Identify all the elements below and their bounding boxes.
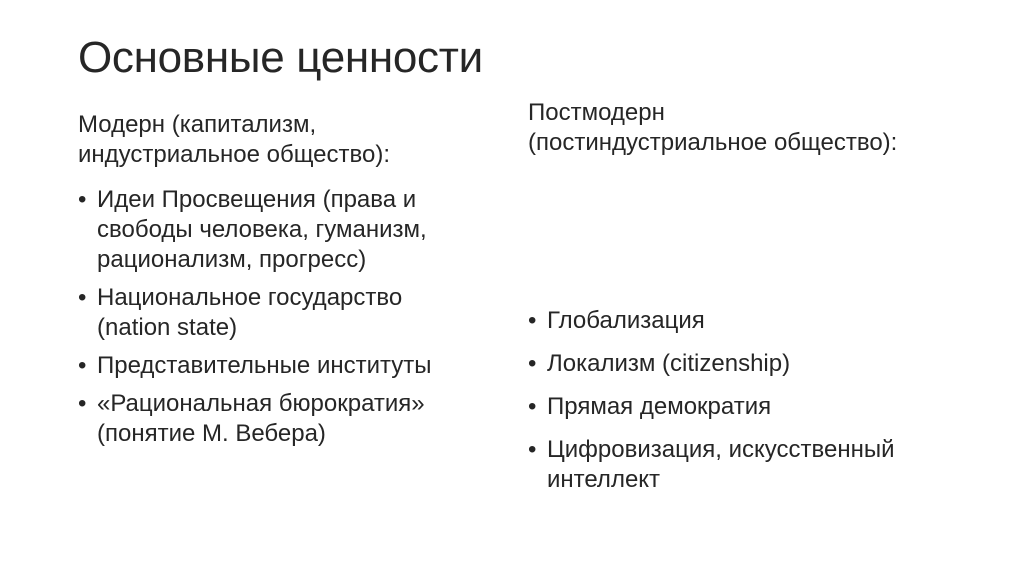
bullet-icon: • xyxy=(78,390,87,417)
slide-title: Основные ценности xyxy=(78,33,483,82)
list-item-line: Локализм (citizenship) xyxy=(547,350,791,377)
list-item-line: (nation state) xyxy=(97,314,238,341)
list-item xyxy=(78,185,498,275)
list-item xyxy=(78,389,498,449)
list-item xyxy=(528,392,968,422)
bullet-icon: • xyxy=(78,352,87,379)
heading-line: индустриальное общество): xyxy=(78,141,391,168)
list-item-line: рационализм, прогресс) xyxy=(97,246,367,273)
bullet-icon: • xyxy=(528,436,537,463)
list-item-line: Представительные институты xyxy=(97,352,432,379)
heading-line: Постмодерн xyxy=(528,99,665,126)
bullet-icon: • xyxy=(528,393,537,420)
list-item-line: Глобализация xyxy=(547,307,705,334)
modern-column xyxy=(78,110,498,449)
bullet-icon: • xyxy=(528,307,537,334)
list-item-line: Идеи Просвещения (права и xyxy=(97,186,417,213)
bullet-icon: • xyxy=(78,284,87,311)
list-item xyxy=(528,435,968,495)
list-item-line: интеллект xyxy=(547,466,661,493)
postmodern-values-list xyxy=(528,306,968,495)
list-item-line: «Рациональная бюрократия» xyxy=(97,390,425,417)
list-item xyxy=(78,351,498,381)
list-item xyxy=(528,349,968,379)
list-item-line: Цифровизация, искусственный xyxy=(547,436,895,463)
list-item-line: Национальное государство xyxy=(97,284,403,311)
list-item xyxy=(78,283,498,343)
modern-values-list xyxy=(78,185,498,449)
heading-line: (постиндустриальное общество): xyxy=(528,129,898,156)
bullet-icon: • xyxy=(78,186,87,213)
postmodern-column xyxy=(528,98,968,495)
modern-heading xyxy=(78,110,498,170)
list-item xyxy=(528,306,968,336)
heading-line: Модерн (капитализм, xyxy=(78,111,317,138)
list-item-line: свободы человека, гуманизм, xyxy=(97,216,427,243)
bullet-icon: • xyxy=(528,350,537,377)
list-item-line: Прямая демократия xyxy=(547,393,772,420)
list-item-line: (понятие М. Вебера) xyxy=(97,420,326,447)
postmodern-heading xyxy=(528,98,968,158)
